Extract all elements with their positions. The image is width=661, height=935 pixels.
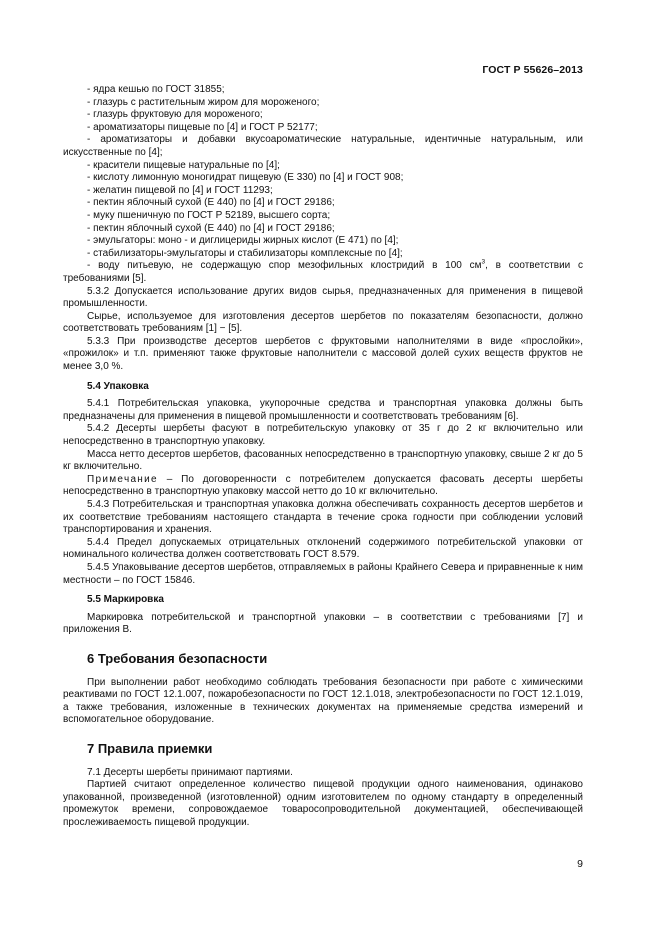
paragraph-5-3-3: 5.3.3 При производстве десертов шербетов с фруктовыми наполнителями в виде «прослойки», «прожилок» и т.п. применяют также фруктовые наполнители с массовой долей сухих веществ фруктов не менее 3,0 %. <box>63 335 583 373</box>
paragraph-5-4-1: 5.4.1 Потребительская упаковка, укупорочные средства и транспортная упаковка должны быть предназначены для применения в пищевой промышленности и соответствовать требованиям [6]. <box>63 398 583 422</box>
list-item: - кислоту лимонную моногидрат пищевую (Е 330) по [4] и ГОСТ 908; <box>87 172 404 184</box>
section-heading-5-4: 5.4 Упаковка <box>87 380 149 392</box>
list-item: - красители пищевые натуральные по [4]; <box>87 159 280 171</box>
page-number: 9 <box>577 858 583 870</box>
paragraph-5-3-2: 5.3.2 Допускается использование других видов сырья, предназначенных для применения в пищевой промышленности. <box>63 285 583 310</box>
water-text: - воду питьевую, не содержащую спор мезофильных клостридий в 100 см <box>87 260 482 272</box>
note <box>63 474 583 499</box>
page-content <box>63 84 583 829</box>
paragraph-5-4-4: 5.4.4 Предел допускаемых отрицательных отклонений содержимого потребительской упаковки от номинального количества должен соответствовать ГОСТ 8.579. <box>63 536 583 561</box>
list-item: - глазурь с растительным жиром для мороженого; <box>87 96 320 108</box>
paragraph-mass: Масса нетто десертов шербетов, фасованных непосредственно в транспортную упаковку, свыше 2 кг до 5 кг включительно. <box>63 448 583 473</box>
list-item: - пектин яблочный сухой (Е 440) по [4] и ГОСТ 29186; <box>87 197 335 209</box>
section-heading-5-5: 5.5 Маркировка <box>87 594 164 606</box>
list-item-water <box>63 260 583 285</box>
paragraph-batch: Партией считают определенное количество пищевой продукции одного наименования, одинаково упакованной, произведенной (изготовленной) одним изготовителем по одному стандарту в определенный промежуток времени, сопровождаемое товаросопроводительной документацией, обеспечивающей прослеживаемость пищевой продукции. <box>63 779 583 828</box>
paragraph-6: При выполнении работ необходимо соблюдать требования безопасности при работе с химическими реактивами по ГОСТ 12.1.007, пожаробезопасности по ГОСТ 12.1.018, электробезопасности по ГОСТ 12.1.019, а также требования, изложенные в технических документах на применяемые средства измерений и вспомогательное оборудование. <box>63 676 583 726</box>
list-item: - глазурь фруктовую для мороженого; <box>87 109 263 121</box>
list-item: - муку пшеничную по ГОСТ Р 52189, высшего сорта; <box>87 209 331 221</box>
paragraph-raw-safety: Сырье, используемое для изготовления десертов шербетов по показателям безопасности, должно соответствовать требованиям [1] − [5]. <box>63 310 583 335</box>
section-heading-7: 7 Правила приемки <box>87 740 213 756</box>
note-text: – По договоренности с потребителем допускается фасовать десерты шербеты непосредственно в транспортную упаковку массой нетто до 10 кг включительно. <box>63 473 583 498</box>
list-item: - ароматизаторы пищевые по [4] и ГОСТ Р 52177; <box>87 121 318 133</box>
list-item: - желатин пищевой по [4] и ГОСТ 11293; <box>87 184 273 196</box>
note-label: Примечание <box>87 473 158 485</box>
superscript-3: 3 <box>481 258 486 266</box>
paragraph-5-4-2: 5.4.2 Десерты шербеты фасуют в потребительскую упаковку от 35 г до 2 кг включительно или непосредственно в транспортную упаковку. <box>63 423 583 448</box>
list-item: - стабилизаторы-эмульгаторы и стабилизаторы комплексные по [4]; <box>87 247 403 259</box>
section-heading-6: 6 Требования безопасности <box>87 650 268 666</box>
paragraph-5-4-5: 5.4.5 Упаковывание десертов шербетов, отправляемых в районы Крайнего Севера и приравненные к ним местности – по ГОСТ 15846. <box>63 561 583 586</box>
list-item: - пектин яблочный сухой (Е 440) по [4] и ГОСТ 29186; <box>87 222 335 234</box>
water-text-end: , в соответствии с требованиями [5]. <box>63 260 584 284</box>
document-header: ГОСТ Р 55626–2013 <box>482 64 583 76</box>
paragraph-5-4-3: 5.4.3 Потребительская и транспортная упаковка должна обеспечивать сохранность десертов шербетов и их соответствие требованиям настоящего стандарта в течение срока годности при соблюдении условий транспортирования и хранения. <box>63 499 583 536</box>
list-item: - ядра кешью по ГОСТ 31855; <box>87 84 225 95</box>
paragraph-7-1: 7.1 Десерты шербеты принимают партиями. <box>87 766 293 778</box>
paragraph-5-5: Маркировка потребительской и транспортной упаковки – в соответствии с требованиями [7] и приложения В. <box>63 611 583 636</box>
list-item: - ароматизаторы и добавки вкусоароматические натуральные, идентичные натуральным, или искусственные по [4]; <box>63 134 583 158</box>
list-item: - эмульгаторы: моно - и диглицериды жирных кислот (Е 471) по [4]; <box>87 235 399 247</box>
